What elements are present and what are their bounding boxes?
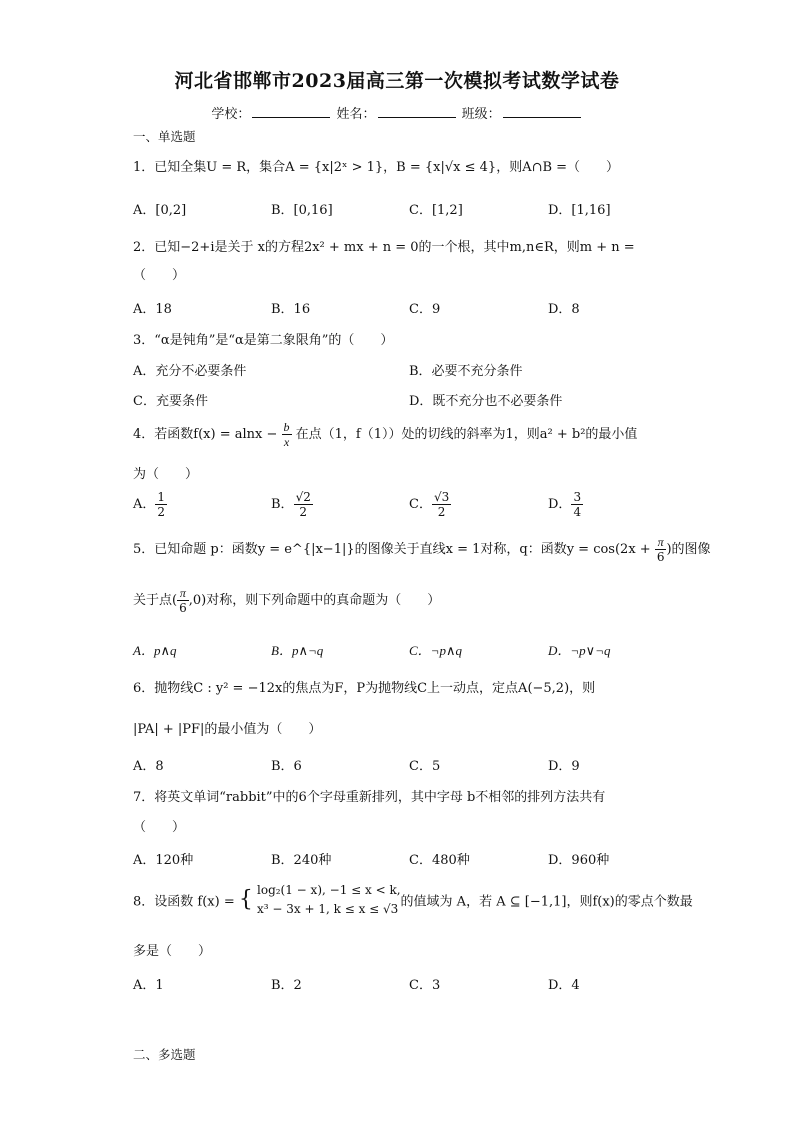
name-blank[interactable] [378,105,456,118]
q2-option-b: B．16 [271,302,311,317]
q8-brace: { [238,887,253,912]
q3-option-c: C．充要条件 [133,394,208,409]
q8-option-b: B．2 [271,978,302,993]
question-8-cont: 多是（ ） [133,944,212,959]
question-8 [133,880,693,920]
q2-option-a: A．18 [133,302,172,317]
q1-option-a: A．[0,2] [133,203,187,218]
question-6-cont: |PA| + |PF|的最小值为（ ） [133,722,322,737]
q4-a-num: 1 [157,490,166,504]
q8-option-a: A．1 [133,978,164,993]
q4-b-label: B． [271,497,294,512]
q4-option-a [133,490,167,519]
q6-option-b: B．6 [271,759,302,774]
q4-fraction [282,420,292,449]
q7-option-a: A．120种 [133,853,194,868]
q7-option-c: C．480种 [409,853,470,868]
question-7-cont: （ ） [133,820,186,835]
q3-option-d: D．既不充分也不必要条件 [409,394,563,409]
q5-option-b: B．p∧¬q [271,643,324,658]
q4-option-c [409,490,451,519]
q1-option-b: B．[0,16] [271,203,333,218]
q5-option-d: D．¬p∨¬q [548,643,611,658]
question-5 [133,535,711,564]
q6-option-c: C．5 [409,759,441,774]
q4-a-label: A． [133,497,156,512]
q7-option-b: B．240种 [271,853,332,868]
q4-text-pre: 4．若函数f(x) = alnx − [133,427,278,442]
question-5-cont [133,586,440,615]
question-4-cont: 为（ ） [133,467,199,482]
q5-frac-num: π [655,535,667,550]
q5-option-c: C．¬p∧q [409,643,462,658]
student-info [0,103,794,122]
q3-option-a: A．充分不必要条件 [133,364,247,379]
class-blank[interactable] [503,105,581,118]
q8-option-c: C．3 [409,978,441,993]
q2-option-d: D．8 [548,302,580,317]
question-4 [133,420,637,449]
q4-option-d [548,490,583,519]
section-multi-choice: 二、多选题 [133,1047,196,1062]
q4-b-num: √2 [295,490,311,504]
q4-d-num: 3 [573,490,582,504]
q4-text-post: 在点（1，f（1））处的切线的斜率为1，则a² + b²的最小值 [295,427,638,442]
q8-case-2: x³ − 3x + 1, k ≤ x ≤ √3 [257,902,399,916]
q8-text-post: 的值域为 A，若 A ⊆ [−1,1]，则f(x)的零点个数最 [400,894,693,910]
q4-c-label: C． [409,497,432,512]
section-single-choice: 一、单选题 [133,129,196,144]
q3-option-b: B．必要不充分条件 [409,364,523,379]
q5-cont-pre: 关于点( [133,593,178,608]
q5-cont-num: π [177,586,189,601]
q4-frac-num: b [283,420,290,434]
q7-option-d: D．960种 [548,853,610,868]
q8-option-d: D．4 [548,978,580,993]
q5-text-post: )的图像 [666,542,711,557]
q5-option-a: A．p∧q [133,643,177,658]
q4-a-den: 2 [157,505,166,519]
page-title: 河北省邯郸市2023届高三第一次模拟考试数学试卷 [174,70,620,92]
q8-text-pre: 8．设函数 f(x) = [133,894,235,910]
question-7: 7．将英文单词“rabbit”中的6个字母重新排列，其中字母 b不相邻的排列方法共有 [133,790,606,805]
q8-case-1: log₂(1 − x), −1 ≤ x < k, [257,883,401,897]
q2-option-c: C．9 [409,302,441,317]
q5-cont-post: ,0)对称，则下列命题中的真命题为（ ） [188,593,441,608]
q8-piecewise [257,881,401,919]
question-2: 2．已知−2+i是关于 x的方程2x² + mx + n = 0的一个根，其中m,n∈R，则m + n = [133,240,635,255]
q5-frac-den: 6 [656,550,665,564]
question-3: 3．“α是钝角”是“α是第二象限角”的（ ） [133,333,394,348]
q4-option-b [271,490,313,519]
school-blank[interactable] [252,105,330,118]
q1-option-d: D．[1,16] [548,203,611,218]
name-label: 姓名： [336,107,376,122]
q4-b-den: 2 [299,505,308,519]
school-label: 学校： [211,107,251,122]
question-2-cont: （ ） [133,268,186,283]
q4-d-den: 4 [573,505,582,519]
q4-d-label: D． [548,497,572,512]
q6-option-d: D．9 [548,759,580,774]
class-label: 班级： [461,107,501,122]
q4-c-num: √3 [433,490,450,504]
q6-option-a: A．8 [133,759,164,774]
q4-c-den: 2 [437,505,446,519]
question-6: 6．抛物线C : y² = −12x的焦点为F，P为抛物线C上一动点，定点A(−5,2)，则 [133,681,596,696]
q5-cont-den: 6 [179,601,187,615]
q4-frac-den: x [283,435,290,449]
q5-text-pre: 5．已知命题 p：函数y = e^{|x−1|}的图像关于直线x = 1对称，q：函数y = cos(2x + [133,542,651,557]
question-1: 1．已知全集U = R，集合A = {x|2ˣ > 1}，B = {x|√x ≤ 4}，则A∩B =（ ） [133,160,620,175]
q1-option-c: C．[1,2] [409,203,463,218]
